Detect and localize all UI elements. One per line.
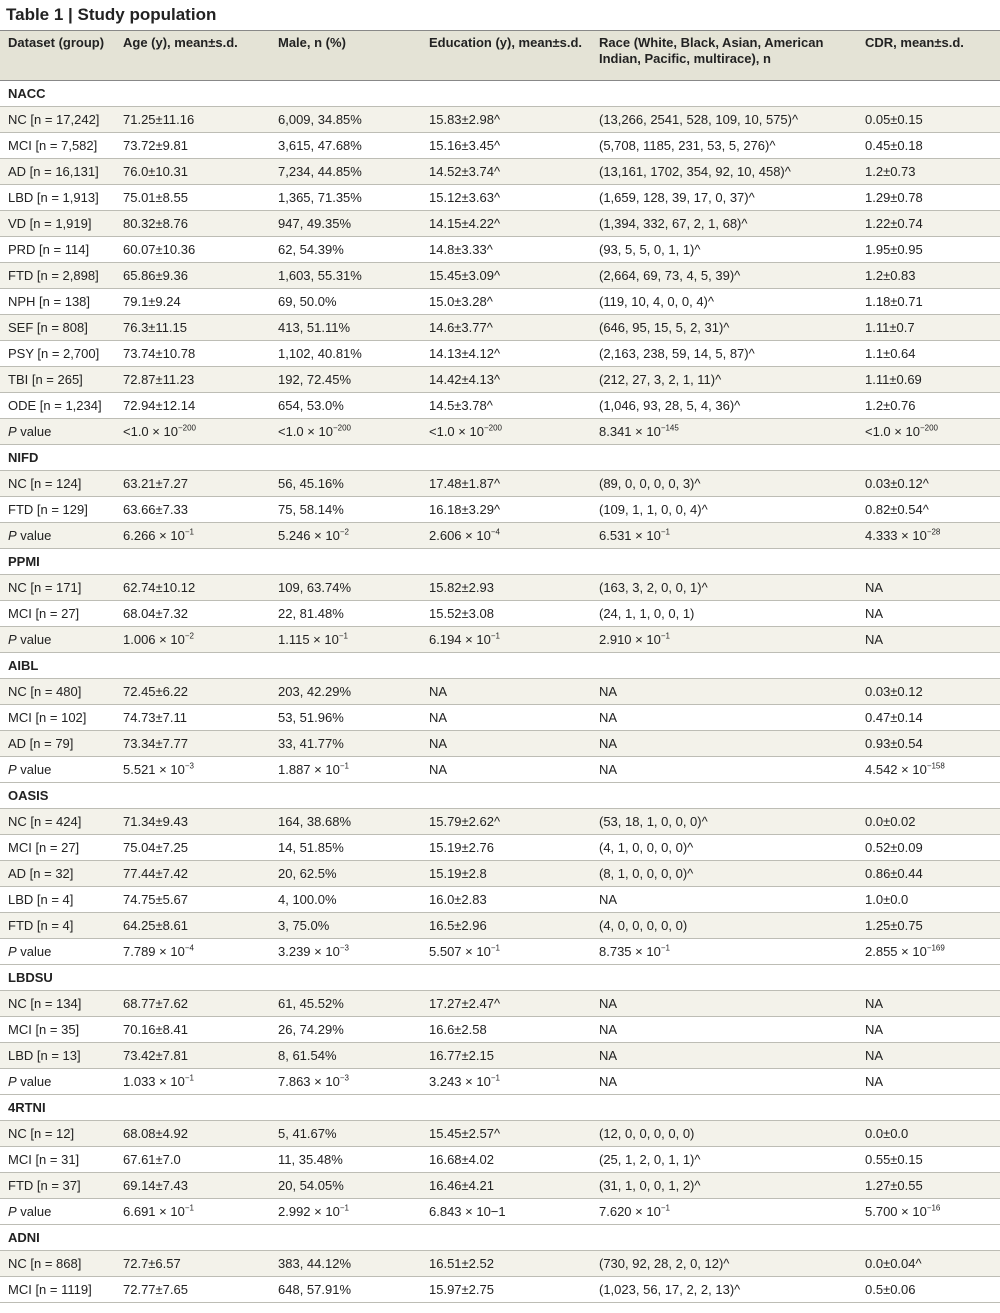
cell-education: 16.18±3.29^ [421, 497, 591, 523]
header-age: Age (y), mean±s.d. [115, 31, 270, 81]
cell-education: 15.19±2.8 [421, 861, 591, 887]
cell-dataset: AD [n = 16,131] [0, 159, 115, 185]
cell-dataset: MCI [n = 31] [0, 1147, 115, 1173]
table-row [0, 237, 1000, 263]
cell-dataset: AD [n = 79] [0, 731, 115, 757]
cell-male: 53, 51.96% [270, 705, 421, 731]
cell-male: 1,365, 71.35% [270, 185, 421, 211]
cell-cdr: 0.93±0.54 [857, 731, 1000, 757]
cell-dataset: AD [n = 32] [0, 861, 115, 887]
cell-cdr: 0.05±0.15 [857, 107, 1000, 133]
cell-cdr: 0.03±0.12^ [857, 471, 1000, 497]
cell-education: 16.77±2.15 [421, 1043, 591, 1069]
cell-dataset: MCI [n = 27] [0, 601, 115, 627]
cell-race: (119, 10, 4, 0, 0, 4)^ [591, 289, 857, 315]
cell-age: 65.86±9.36 [115, 263, 270, 289]
cell-cdr: 0.0±0.04^ [857, 1251, 1000, 1277]
cell-education: NA [421, 731, 591, 757]
cell-male: 61, 45.52% [270, 991, 421, 1017]
cell-male: 654, 53.0% [270, 393, 421, 419]
cell-race: $8.341 \times 10^{-145}$ [591, 419, 857, 445]
table-row [0, 159, 1000, 185]
cell-male: 383, 44.12% [270, 1251, 421, 1277]
cell-race: NA [591, 757, 857, 783]
cell-cdr: $2.855 \times 10^{-169}$ [857, 939, 1000, 965]
cell-age: 71.34±9.43 [115, 809, 270, 835]
cell-education: 16.5±2.96 [421, 913, 591, 939]
header-race: Race (White, Black, Asian, American Indian, Pacific, multirace), n [591, 31, 857, 81]
cell-cdr: 0.03±0.12 [857, 679, 1000, 705]
cell-male: $2.992 \times 10^{-1}$ [270, 1199, 421, 1225]
cell-education: 15.82±2.93 [421, 575, 591, 601]
cell-age: $1.033 \times 10^{-1}$ [115, 1069, 270, 1095]
pvalue-row [0, 1199, 1000, 1225]
cell-age: 80.32±8.76 [115, 211, 270, 237]
cell-education: $2.606 \times 10^{-4}$ [421, 523, 591, 549]
table-row [0, 913, 1000, 939]
cell-male: 14, 51.85% [270, 835, 421, 861]
pvalue-label: P value [0, 939, 115, 965]
cell-race: NA [591, 1069, 857, 1095]
cell-male: $1.115 \times 10^{-1}$ [270, 627, 421, 653]
cell-education: 15.0±3.28^ [421, 289, 591, 315]
cell-male: $7.863 \times 10^{-3}$ [270, 1069, 421, 1095]
cell-dataset: NC [n = 171] [0, 575, 115, 601]
cell-dataset: NC [n = 17,242] [0, 107, 115, 133]
section-row [0, 653, 1000, 679]
cell-cdr: 1.18±0.71 [857, 289, 1000, 315]
cell-race: (53, 18, 1, 0, 0, 0)^ [591, 809, 857, 835]
cell-race: (31, 1, 0, 0, 1, 2)^ [591, 1173, 857, 1199]
table-row [0, 393, 1000, 419]
cell-cdr: 0.86±0.44 [857, 861, 1000, 887]
cell-dataset: ODE [n = 1,234] [0, 393, 115, 419]
section-name: NIFD [0, 445, 1000, 471]
pvalue-row [0, 757, 1000, 783]
cell-age: $7.789 \times 10^{-4}$ [115, 939, 270, 965]
cell-cdr: 1.0±0.0 [857, 887, 1000, 913]
cell-male: 413, 51.11% [270, 315, 421, 341]
section-row [0, 81, 1000, 107]
cell-cdr: 0.52±0.09 [857, 835, 1000, 861]
cell-race: NA [591, 991, 857, 1017]
cell-dataset: MCI [n = 102] [0, 705, 115, 731]
cell-age: 75.01±8.55 [115, 185, 270, 211]
cell-dataset: MCI [n = 1119] [0, 1277, 115, 1303]
cell-age: 73.42±7.81 [115, 1043, 270, 1069]
cell-dataset: NC [n = 868] [0, 1251, 115, 1277]
cell-age: $5.521 \times 10^{-3}$ [115, 757, 270, 783]
cell-education: 15.97±2.75 [421, 1277, 591, 1303]
cell-dataset: MCI [n = 27] [0, 835, 115, 861]
cell-education: 16.0±2.83 [421, 887, 591, 913]
cell-male: 11, 35.48% [270, 1147, 421, 1173]
cell-education: 14.5±3.78^ [421, 393, 591, 419]
cell-race: (1,023, 56, 17, 2, 2, 13)^ [591, 1277, 857, 1303]
pvalue-label: P value [0, 419, 115, 445]
cell-cdr: 1.1±0.64 [857, 341, 1000, 367]
cell-dataset: LBD [n = 1,913] [0, 185, 115, 211]
table-row [0, 185, 1000, 211]
table-row [0, 341, 1000, 367]
cell-race: (109, 1, 1, 0, 0, 4)^ [591, 497, 857, 523]
section-row [0, 1095, 1000, 1121]
cell-education: NA [421, 705, 591, 731]
cell-race: (25, 1, 2, 0, 1, 1)^ [591, 1147, 857, 1173]
cell-education: 15.45±3.09^ [421, 263, 591, 289]
cell-race: (646, 95, 15, 5, 2, 31)^ [591, 315, 857, 341]
cell-cdr: $4.333 \times 10^{-28}$ [857, 523, 1000, 549]
cell-education: 16.51±2.52 [421, 1251, 591, 1277]
cell-cdr: 1.2±0.83 [857, 263, 1000, 289]
cell-race: $6.531 \times 10^{-1}$ [591, 523, 857, 549]
cell-cdr: 0.45±0.18 [857, 133, 1000, 159]
table-row [0, 1147, 1000, 1173]
cell-male: 6,009, 34.85% [270, 107, 421, 133]
cell-education: 16.68±4.02 [421, 1147, 591, 1173]
cell-cdr: NA [857, 1043, 1000, 1069]
cell-race: $2.910 \times 10^{-1}$ [591, 627, 857, 653]
table-row [0, 991, 1000, 1017]
cell-male: $5.246 \times 10^{-2}$ [270, 523, 421, 549]
cell-age: $<1.0 \times 10^{-200}$ [115, 419, 270, 445]
cell-age: 68.08±4.92 [115, 1121, 270, 1147]
cell-age: 63.66±7.33 [115, 497, 270, 523]
cell-education: NA [421, 679, 591, 705]
pvalue-label: P value [0, 627, 115, 653]
header-cdr: CDR, mean±s.d. [857, 31, 1000, 81]
cell-race: $8.735 \times 10^{-1}$ [591, 939, 857, 965]
cell-race: (212, 27, 3, 2, 1, 11)^ [591, 367, 857, 393]
cell-education: 14.15±4.22^ [421, 211, 591, 237]
cell-race: (12, 0, 0, 0, 0, 0) [591, 1121, 857, 1147]
cell-race: (2,163, 238, 59, 14, 5, 87)^ [591, 341, 857, 367]
table-row [0, 471, 1000, 497]
cell-education: 17.27±2.47^ [421, 991, 591, 1017]
cell-cdr: 1.27±0.55 [857, 1173, 1000, 1199]
table-row [0, 1043, 1000, 1069]
cell-race: NA [591, 1017, 857, 1043]
cell-age: 77.44±7.42 [115, 861, 270, 887]
pvalue-row [0, 419, 1000, 445]
cell-dataset: TBI [n = 265] [0, 367, 115, 393]
cell-age: 64.25±8.61 [115, 913, 270, 939]
cell-education: 14.42±4.13^ [421, 367, 591, 393]
cell-male: 75, 58.14% [270, 497, 421, 523]
cell-male: $<1.0 \times 10^{-200}$ [270, 419, 421, 445]
cell-dataset: LBD [n = 4] [0, 887, 115, 913]
table-row [0, 861, 1000, 887]
cell-cdr: 1.22±0.74 [857, 211, 1000, 237]
section-name: AIBL [0, 653, 1000, 679]
cell-education: 14.52±3.74^ [421, 159, 591, 185]
cell-age: 70.16±8.41 [115, 1017, 270, 1043]
cell-race: NA [591, 887, 857, 913]
cell-race: NA [591, 705, 857, 731]
cell-age: 76.3±11.15 [115, 315, 270, 341]
cell-age: 75.04±7.25 [115, 835, 270, 861]
cell-age: 72.7±6.57 [115, 1251, 270, 1277]
cell-cdr: NA [857, 1017, 1000, 1043]
table-row [0, 575, 1000, 601]
cell-race: (8, 1, 0, 0, 0, 0)^ [591, 861, 857, 887]
table-row [0, 133, 1000, 159]
cell-education: 16.6±2.58 [421, 1017, 591, 1043]
table-row [0, 497, 1000, 523]
cell-education: 15.16±3.45^ [421, 133, 591, 159]
section-name: ADNI [0, 1225, 1000, 1251]
cell-male: 947, 49.35% [270, 211, 421, 237]
cell-race: (163, 3, 2, 0, 0, 1)^ [591, 575, 857, 601]
cell-cdr: NA [857, 575, 1000, 601]
cell-dataset: FTD [n = 37] [0, 1173, 115, 1199]
section-name: 4RTNI [0, 1095, 1000, 1121]
cell-male: 8, 61.54% [270, 1043, 421, 1069]
cell-male: 5, 41.67% [270, 1121, 421, 1147]
cell-cdr: NA [857, 991, 1000, 1017]
cell-male: $3.239 \times 10^{-3}$ [270, 939, 421, 965]
table-row [0, 809, 1000, 835]
cell-race: (1,046, 93, 28, 5, 4, 36)^ [591, 393, 857, 419]
cell-cdr: 1.11±0.7 [857, 315, 1000, 341]
cell-male: 26, 74.29% [270, 1017, 421, 1043]
cell-male: 203, 42.29% [270, 679, 421, 705]
cell-dataset: PRD [n = 114] [0, 237, 115, 263]
cell-male: 192, 72.45% [270, 367, 421, 393]
cell-race: (24, 1, 1, 0, 0, 1) [591, 601, 857, 627]
cell-education: 14.8±3.33^ [421, 237, 591, 263]
cell-education: $3.243 \times 10^{-1}$ [421, 1069, 591, 1095]
cell-education: NA [421, 757, 591, 783]
cell-cdr: NA [857, 1069, 1000, 1095]
cell-age: $1.006 \times 10^{-2}$ [115, 627, 270, 653]
cell-education: 14.6±3.77^ [421, 315, 591, 341]
cell-race: NA [591, 731, 857, 757]
cell-dataset: FTD [n = 2,898] [0, 263, 115, 289]
cell-male: 69, 50.0% [270, 289, 421, 315]
cell-education: 6.843 × 10−1 [421, 1199, 591, 1225]
cell-cdr: 1.11±0.69 [857, 367, 1000, 393]
cell-education: 14.13±4.12^ [421, 341, 591, 367]
cell-race: (1,394, 332, 67, 2, 1, 68)^ [591, 211, 857, 237]
cell-male: 4, 100.0% [270, 887, 421, 913]
cell-education: 16.46±4.21 [421, 1173, 591, 1199]
cell-age: 74.73±7.11 [115, 705, 270, 731]
cell-male: 56, 45.16% [270, 471, 421, 497]
section-row [0, 783, 1000, 809]
cell-age: 73.72±9.81 [115, 133, 270, 159]
cell-dataset: MCI [n = 7,582] [0, 133, 115, 159]
table-row [0, 1173, 1000, 1199]
cell-cdr: $4.542 \times 10^{-158}$ [857, 757, 1000, 783]
table-row [0, 835, 1000, 861]
cell-male: 33, 41.77% [270, 731, 421, 757]
cell-cdr: $5.700 \times 10^{-16}$ [857, 1199, 1000, 1225]
cell-male: 164, 38.68% [270, 809, 421, 835]
cell-age: 69.14±7.43 [115, 1173, 270, 1199]
cell-age: 76.0±10.31 [115, 159, 270, 185]
cell-dataset: SEF [n = 808] [0, 315, 115, 341]
section-name: LBDSU [0, 965, 1000, 991]
cell-male: 3,615, 47.68% [270, 133, 421, 159]
cell-dataset: FTD [n = 4] [0, 913, 115, 939]
cell-education: $<1.0 \times 10^{-200}$ [421, 419, 591, 445]
cell-age: 72.77±7.65 [115, 1277, 270, 1303]
cell-dataset: NPH [n = 138] [0, 289, 115, 315]
cell-age: 63.21±7.27 [115, 471, 270, 497]
cell-cdr: 0.0±0.0 [857, 1121, 1000, 1147]
cell-education: $5.507 \times 10^{-1}$ [421, 939, 591, 965]
cell-dataset: NC [n = 424] [0, 809, 115, 835]
cell-male: 1,102, 40.81% [270, 341, 421, 367]
section-row [0, 445, 1000, 471]
cell-race: (93, 5, 5, 0, 1, 1)^ [591, 237, 857, 263]
cell-age: 71.25±11.16 [115, 107, 270, 133]
pvalue-label: P value [0, 1199, 115, 1225]
cell-male: 1,603, 55.31% [270, 263, 421, 289]
cell-age: 72.45±6.22 [115, 679, 270, 705]
cell-dataset: FTD [n = 129] [0, 497, 115, 523]
cell-age: 67.61±7.0 [115, 1147, 270, 1173]
cell-cdr: 0.55±0.15 [857, 1147, 1000, 1173]
cell-age: 72.87±11.23 [115, 367, 270, 393]
cell-male: 20, 54.05% [270, 1173, 421, 1199]
cell-cdr: NA [857, 627, 1000, 653]
cell-dataset: LBD [n = 13] [0, 1043, 115, 1069]
cell-cdr: $<1.0 \times 10^{-200}$ [857, 419, 1000, 445]
pvalue-label: P value [0, 523, 115, 549]
table-row [0, 367, 1000, 393]
cell-age: $6.266 \times 10^{-1}$ [115, 523, 270, 549]
table-row [0, 107, 1000, 133]
cell-race: (2,664, 69, 73, 4, 5, 39)^ [591, 263, 857, 289]
table-title: Table 1 | Study population [6, 5, 217, 24]
cell-education: 15.83±2.98^ [421, 107, 591, 133]
cell-male: 20, 62.5% [270, 861, 421, 887]
cell-dataset: MCI [n = 35] [0, 1017, 115, 1043]
cell-education: 17.48±1.87^ [421, 471, 591, 497]
cell-education: 15.79±2.62^ [421, 809, 591, 835]
cell-dataset: PSY [n = 2,700] [0, 341, 115, 367]
section-row [0, 1225, 1000, 1251]
header-male: Male, n (%) [270, 31, 421, 81]
table-row [0, 731, 1000, 757]
pvalue-row [0, 939, 1000, 965]
cell-race: (13,161, 1702, 354, 92, 10, 458)^ [591, 159, 857, 185]
cell-cdr: NA [857, 601, 1000, 627]
pvalue-label: P value [0, 1069, 115, 1095]
table-row [0, 1277, 1000, 1303]
cell-cdr: 1.29±0.78 [857, 185, 1000, 211]
cell-race: (4, 1, 0, 0, 0, 0)^ [591, 835, 857, 861]
cell-dataset: NC [n = 134] [0, 991, 115, 1017]
cell-race: NA [591, 679, 857, 705]
section-row [0, 549, 1000, 575]
cell-race: NA [591, 1043, 857, 1069]
cell-age: 73.74±10.78 [115, 341, 270, 367]
table-row [0, 211, 1000, 237]
cell-race: $7.620 \times 10^{-1}$ [591, 1199, 857, 1225]
pvalue-label: P value [0, 757, 115, 783]
cell-male: 3, 75.0% [270, 913, 421, 939]
pvalue-row [0, 627, 1000, 653]
cell-race: (89, 0, 0, 0, 0, 3)^ [591, 471, 857, 497]
cell-race: (1,659, 128, 39, 17, 0, 37)^ [591, 185, 857, 211]
table-row [0, 315, 1000, 341]
header-dataset: Dataset (group) [0, 31, 115, 81]
study-population-table [0, 30, 1000, 1303]
section-name: OASIS [0, 783, 1000, 809]
cell-cdr: 1.25±0.75 [857, 913, 1000, 939]
cell-dataset: NC [n = 124] [0, 471, 115, 497]
cell-male: 62, 54.39% [270, 237, 421, 263]
cell-race: (5,708, 1185, 231, 53, 5, 276)^ [591, 133, 857, 159]
table-row [0, 887, 1000, 913]
table-row [0, 263, 1000, 289]
table-row [0, 1251, 1000, 1277]
cell-cdr: 0.82±0.54^ [857, 497, 1000, 523]
cell-education: 15.19±2.76 [421, 835, 591, 861]
cell-age: 60.07±10.36 [115, 237, 270, 263]
cell-cdr: 0.0±0.02 [857, 809, 1000, 835]
cell-dataset: NC [n = 480] [0, 679, 115, 705]
cell-cdr: 1.2±0.73 [857, 159, 1000, 185]
cell-dataset: NC [n = 12] [0, 1121, 115, 1147]
cell-education: 15.45±2.57^ [421, 1121, 591, 1147]
cell-male: 109, 63.74% [270, 575, 421, 601]
pvalue-row [0, 1069, 1000, 1095]
cell-race: (13,266, 2541, 528, 109, 10, 575)^ [591, 107, 857, 133]
cell-male: 7,234, 44.85% [270, 159, 421, 185]
cell-dataset: VD [n = 1,919] [0, 211, 115, 237]
header-education: Education (y), mean±s.d. [421, 31, 591, 81]
cell-age: 74.75±5.67 [115, 887, 270, 913]
cell-age: 62.74±10.12 [115, 575, 270, 601]
table-row [0, 601, 1000, 627]
cell-age: 68.04±7.32 [115, 601, 270, 627]
table-row [0, 1121, 1000, 1147]
table-row [0, 679, 1000, 705]
table-row [0, 289, 1000, 315]
table-body [0, 81, 1000, 1303]
header-row [0, 31, 1000, 81]
cell-age: 73.34±7.77 [115, 731, 270, 757]
cell-cdr: 0.47±0.14 [857, 705, 1000, 731]
cell-education: 15.12±3.63^ [421, 185, 591, 211]
section-name: PPMI [0, 549, 1000, 575]
cell-education: $6.194 \times 10^{-1}$ [421, 627, 591, 653]
cell-cdr: 1.2±0.76 [857, 393, 1000, 419]
section-name: NACC [0, 81, 1000, 107]
cell-age: 72.94±12.14 [115, 393, 270, 419]
cell-male: $1.887 \times 10^{-1}$ [270, 757, 421, 783]
table-row [0, 705, 1000, 731]
cell-age: 68.77±7.62 [115, 991, 270, 1017]
cell-age: 79.1±9.24 [115, 289, 270, 315]
cell-race: (4, 0, 0, 0, 0, 0) [591, 913, 857, 939]
cell-education: 15.52±3.08 [421, 601, 591, 627]
section-row [0, 965, 1000, 991]
cell-race: (730, 92, 28, 2, 0, 12)^ [591, 1251, 857, 1277]
cell-male: 648, 57.91% [270, 1277, 421, 1303]
cell-cdr: 0.5±0.06 [857, 1277, 1000, 1303]
pvalue-row [0, 523, 1000, 549]
cell-male: 22, 81.48% [270, 601, 421, 627]
cell-age: $6.691 \times 10^{-1}$ [115, 1199, 270, 1225]
cell-cdr: 1.95±0.95 [857, 237, 1000, 263]
table-row [0, 1017, 1000, 1043]
